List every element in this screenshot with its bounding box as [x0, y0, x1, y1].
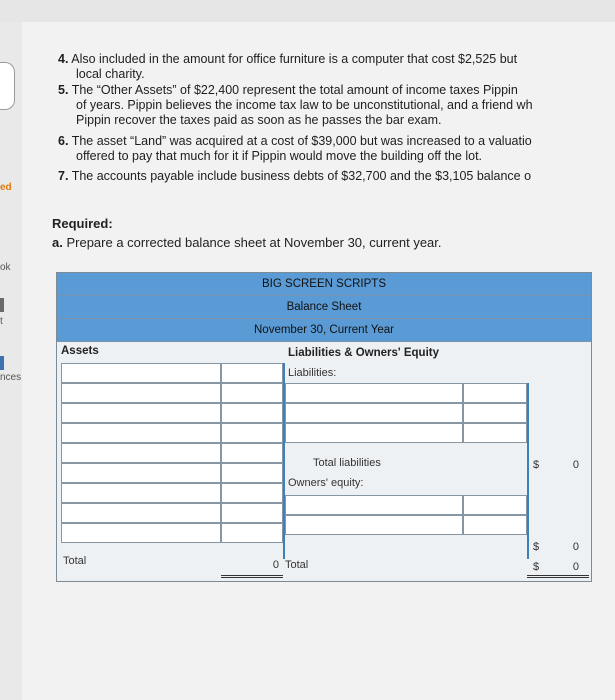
balance-sheet-table [56, 272, 592, 582]
column-divider [283, 363, 285, 559]
item-number: 4. [58, 52, 69, 66]
side-label-ed[interactable]: ed [0, 182, 12, 193]
item-text: offered to pay that much for it if Pippin would move the building off the lot. [76, 149, 483, 163]
total-underline [527, 575, 589, 578]
asset-name-input[interactable] [61, 523, 221, 543]
asset-name-input[interactable] [61, 443, 221, 463]
item-text: local charity. [76, 67, 145, 81]
item-number: 7. [58, 169, 69, 183]
assets-header: Assets [61, 345, 99, 357]
item-5 [58, 83, 533, 128]
asset-amount-input[interactable] [221, 503, 283, 523]
owners-equity-label: Owners' equity: [288, 477, 364, 489]
side-label-t[interactable]: t [0, 316, 3, 327]
currency-symbol: $ [533, 541, 540, 553]
liabilities-equity-header: Liabilities & Owners' Equity [288, 347, 439, 359]
asset-amount-input[interactable] [221, 483, 283, 503]
asset-amount-input[interactable] [221, 423, 283, 443]
liability-amount-input[interactable] [463, 423, 527, 443]
side-tab-button[interactable] [0, 62, 15, 110]
asset-name-input[interactable] [61, 423, 221, 443]
equity-amount-input[interactable] [463, 495, 527, 515]
left-panel [0, 22, 22, 700]
equity-name-input[interactable] [285, 515, 463, 535]
asset-name-input[interactable] [61, 463, 221, 483]
side-marker [0, 298, 4, 312]
asset-name-input[interactable] [61, 503, 221, 523]
side-marker-active [0, 356, 4, 370]
equity-name-input[interactable] [285, 495, 463, 515]
part-text: Prepare a corrected balance sheet at November 30, current year. [66, 235, 442, 250]
currency-symbol: $ [533, 561, 540, 573]
liability-name-input[interactable] [285, 403, 463, 423]
owners-equity-total-value: 0 [572, 541, 579, 553]
liabilities-label: Liabilities: [288, 367, 337, 379]
asset-amount-input[interactable] [221, 403, 283, 423]
side-label-ok[interactable]: ok [0, 262, 11, 273]
asset-name-input[interactable] [61, 363, 221, 383]
item-text: The asset “Land” was acquired at a cost of $39,000 but was increased to a valuatio [71, 134, 532, 148]
required-heading: Required: [52, 216, 113, 231]
item-4 [58, 52, 517, 82]
item-text: The “Other Assets” of $22,400 represent the total amount of income taxes Pippin [71, 83, 518, 97]
total-liabilities-label: Total liabilities [313, 457, 381, 469]
required-part-a [52, 235, 442, 250]
company-name: BIG SCREEN SCRIPTS [57, 273, 591, 296]
item-7 [58, 169, 531, 184]
liability-name-input[interactable] [285, 423, 463, 443]
total-liabilities-value: 0 [572, 459, 579, 471]
asset-amount-input[interactable] [221, 383, 283, 403]
liability-amount-input[interactable] [463, 403, 527, 423]
part-letter: a. [52, 235, 63, 250]
item-text: Pippin recover the taxes paid as soon as he passes the bar exam. [76, 113, 442, 127]
item-number: 6. [58, 134, 69, 148]
total-liab-equity-value: 0 [572, 561, 579, 573]
liability-name-input[interactable] [285, 383, 463, 403]
total-liab-equity-label: Total [285, 559, 309, 571]
total-assets-value: 0 [272, 559, 279, 571]
asset-name-input[interactable] [61, 403, 221, 423]
item-number: 5. [58, 83, 69, 97]
total-underline [221, 575, 283, 578]
item-text: The accounts payable include business debts of $32,700 and the $3,105 balance o [71, 169, 532, 183]
total-assets-label: Total [63, 555, 87, 567]
top-bar [0, 0, 615, 23]
item-text: Also included in the amount for office furniture is a computer that cost $2,525 but [71, 52, 518, 66]
equity-amount-input[interactable] [463, 515, 527, 535]
asset-amount-input[interactable] [221, 363, 283, 383]
statement-date: November 30, Current Year [57, 319, 591, 342]
asset-amount-input[interactable] [221, 523, 283, 543]
asset-amount-input[interactable] [221, 443, 283, 463]
liability-amount-input[interactable] [463, 383, 527, 403]
asset-name-input[interactable] [61, 483, 221, 503]
asset-amount-input[interactable] [221, 463, 283, 483]
currency-symbol: $ [533, 459, 540, 471]
side-label-nces[interactable]: nces [0, 372, 22, 383]
item-6 [58, 134, 532, 164]
statement-title: Balance Sheet [57, 296, 591, 319]
asset-name-input[interactable] [61, 383, 221, 403]
item-text: of years. Pippin believes the income tax law to be unconstitutional, and a friend wh [76, 98, 533, 112]
column-divider [527, 383, 529, 559]
